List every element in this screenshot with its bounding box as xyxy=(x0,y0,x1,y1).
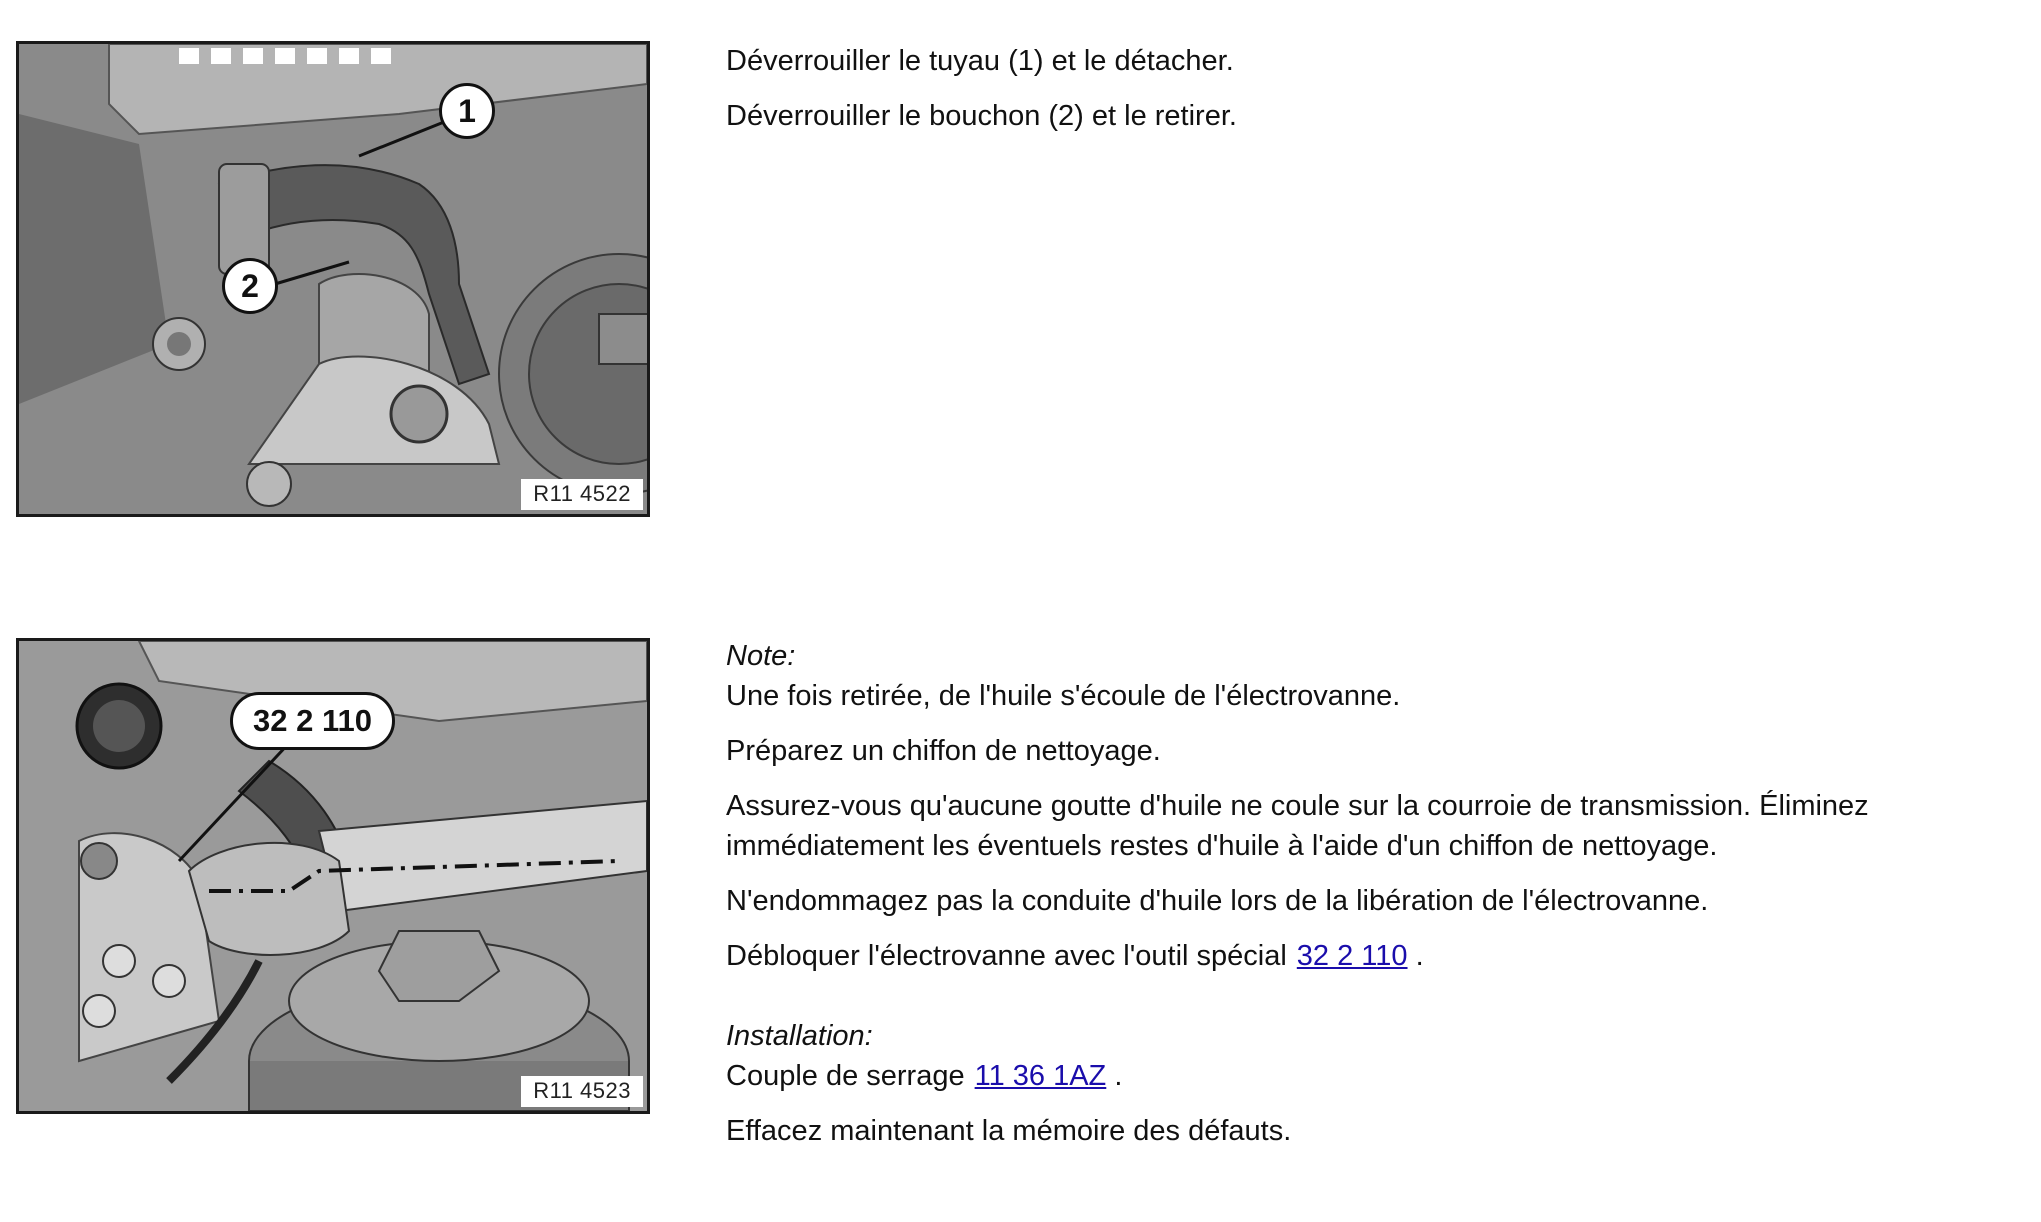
installation-label: Installation: xyxy=(726,1020,873,1052)
figure-code: R11 4523 xyxy=(521,1076,643,1107)
note-label: Note: xyxy=(726,640,796,672)
note-line-belt: Assurez-vous qu'aucune goutte d'huile ne coule sur la courroie de transmission. Éliminez immédiatement les éventuels restes d'huile à l'aide d'un chiffon de nettoyage. xyxy=(726,790,1869,862)
note-line-oil-leak: Une fois retirée, de l'huile s'écoule de l'électrovanne. xyxy=(726,680,1401,712)
note-line-cloth: Préparez un chiffon de nettoyage. xyxy=(726,735,1161,767)
engine-bay-illustration-1 xyxy=(19,44,647,514)
torque-text: Couple de serrage xyxy=(726,1060,965,1092)
special-tool-link[interactable]: 32 2 110 xyxy=(1296,940,1408,972)
callout-tool-number: 32 2 110 xyxy=(230,692,395,750)
step-unlock-cap: Déverrouiller le bouchon (2) et le retirer. xyxy=(726,100,1237,132)
note-line-oil-pipe: N'endommagez pas la conduite d'huile lors de la libération de l'électrovanne. xyxy=(726,885,1709,917)
step-clear-fault-memory: Effacez maintenant la mémoire des défauts. xyxy=(726,1115,1292,1147)
figure-hose-and-cap xyxy=(16,41,650,517)
callout-2: 2 xyxy=(222,258,278,314)
torque-spec-link[interactable]: 11 36 1AZ xyxy=(974,1060,1107,1092)
tool-step-text: Débloquer l'électrovanne avec l'outil spécial xyxy=(726,940,1287,972)
torque-suffix: . xyxy=(1114,1060,1123,1092)
step-unlock-hose: Déverrouiller le tuyau (1) et le détacher. xyxy=(726,45,1234,77)
tool-step-suffix: . xyxy=(1415,940,1424,972)
callout-1: 1 xyxy=(439,83,495,139)
figure-solenoid-tool xyxy=(16,638,650,1114)
steps-block-1 xyxy=(726,41,2016,151)
steps-block-2 xyxy=(726,636,2016,1166)
figure-code: R11 4522 xyxy=(521,479,643,510)
spacer xyxy=(726,976,2016,1016)
step-release-solenoid xyxy=(726,936,2016,976)
torque-line xyxy=(726,1056,2016,1096)
